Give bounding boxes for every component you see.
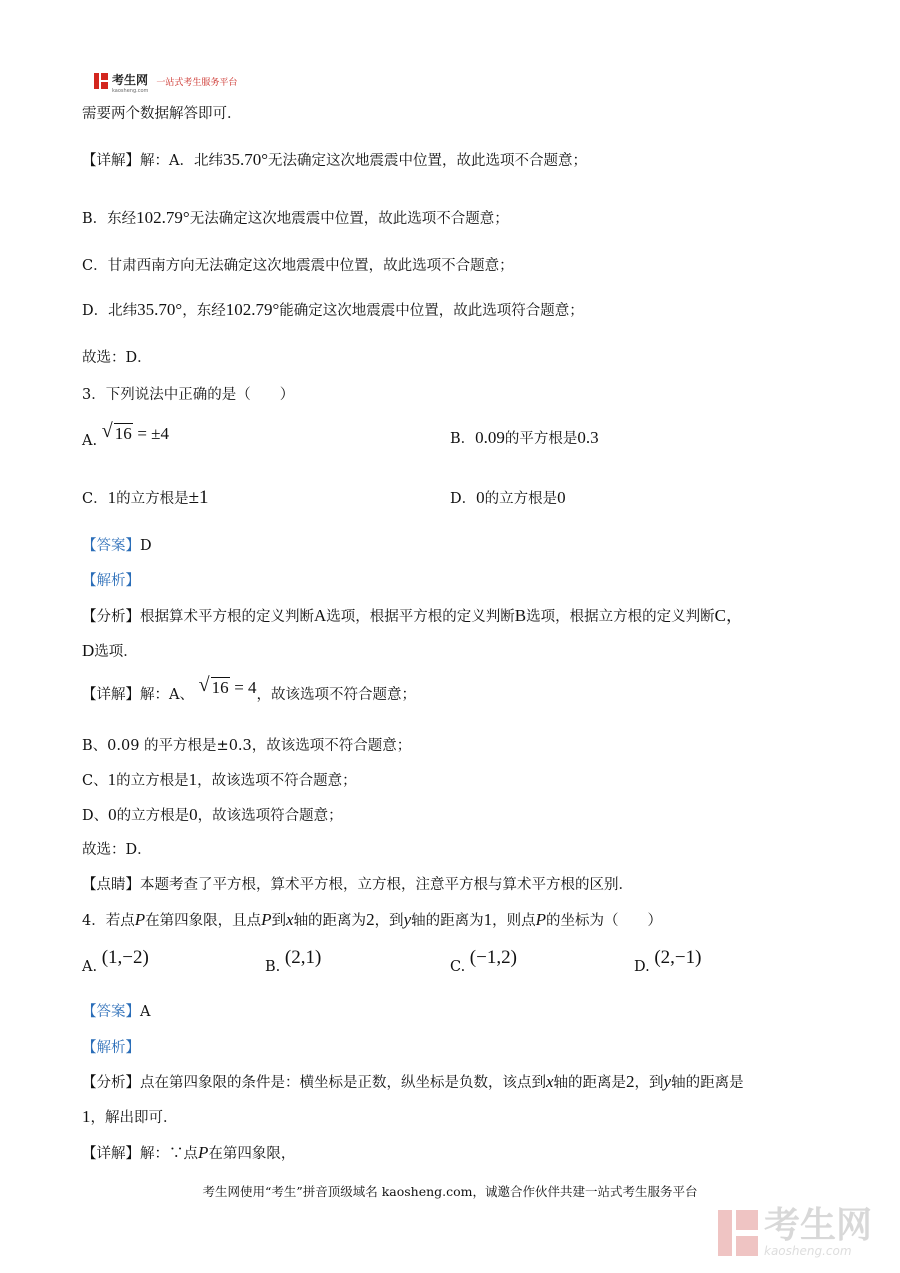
watermark-sub: kaosheng.com <box>764 1244 852 1258</box>
q4-stem-1: 1 <box>483 910 493 929</box>
q4-option-c-value: (−1,2) <box>469 947 517 968</box>
q4-fenxi-p3: ，到 <box>634 1075 664 1091</box>
q3-detail-d-suffix: ，故该选项符合题意； <box>197 808 343 824</box>
radical-icon: √ <box>101 420 113 442</box>
q2-detail-b-prefix: B．东经 <box>82 211 137 227</box>
q3-option-a-rest: = ±4 <box>137 424 169 443</box>
q2-choose: 故选：D． <box>82 350 152 366</box>
q4-option-a-label: A. <box>82 959 98 975</box>
q3-detail-d-prefix: D、 <box>82 808 109 824</box>
q2-detail-b-math: 102.79° <box>136 208 190 227</box>
q4-option-b-label: B. <box>265 959 281 975</box>
q3-detail-b: B、0.09 的平方根是±0.3，故该选项不符合题意； <box>82 738 412 754</box>
watermark-logo <box>718 1205 873 1258</box>
q3-option-b-mid: 的平方根是 <box>504 431 578 447</box>
q4-fenxi-y: y <box>663 1072 672 1091</box>
q3-detail-prefix: 【详解】解：A、 <box>82 687 194 703</box>
radical-icon: √ <box>198 674 210 696</box>
q3-analysis-tag: 【解析】 <box>82 573 140 589</box>
q4-fenxi-line2 <box>82 1107 178 1128</box>
q4-fenxi-line2-rest: ，解出即可． <box>90 1110 178 1126</box>
q3-answer-value: D <box>140 538 152 554</box>
page-footer: 考生网使用“考生”拼音顶级域名 kaosheng.com，诚邀合作伙伴共建一站式考生服务平台 <box>202 1184 698 1199</box>
q3-option-d-label: D． <box>450 491 477 507</box>
q3-option-b-math1: 0.09 <box>475 428 505 447</box>
q3-option-c-math1: 1 <box>107 488 117 507</box>
header-logo <box>94 70 237 92</box>
logo-text: 考生网 <box>112 72 149 87</box>
q3-fenxi-mid2: 选项，根据立方根的定义判断 <box>526 609 715 625</box>
q3-option-d-mid: 的立方根是 <box>484 491 558 507</box>
q3-detail-c <box>82 770 357 791</box>
q3-detail-sqrt <box>198 674 230 698</box>
q3-choose: 故选：D． <box>82 842 152 858</box>
q3-option-d-math2: 0 <box>557 488 566 507</box>
q3-option-c <box>82 488 209 509</box>
q3-option-b-math2: 0.3 <box>577 428 599 447</box>
q3-detail-c-math2: 1 <box>188 770 198 789</box>
q2-detail-c: C．甘肃西南方向无法确定这次地震震中位置，故此选项不合题意； <box>82 258 514 274</box>
q3-option-b <box>450 428 599 449</box>
q3-option-a <box>82 420 169 449</box>
watermark-icon <box>718 1210 758 1256</box>
logo-slogan: 一站式考生服务平台 <box>156 77 238 88</box>
q4-stem-p2: 在第四象限，且点 <box>145 913 262 929</box>
q3-detail-d-math1: 0 <box>108 805 117 824</box>
q4-detail-p1: 【详解】解：∵点 <box>82 1146 198 1162</box>
q3-stem: 3．下列说法中正确的是（ ） <box>82 387 295 403</box>
q3-detail-radicand: 16 <box>211 678 229 697</box>
q4-option-b <box>265 947 322 975</box>
q4-analysis-tag: 【解析】 <box>82 1040 140 1056</box>
q4-stem-p3: 到 <box>271 913 287 929</box>
q3-dianjing: 【点睛】本题考查了平方根，算术平方根，立方根，注意平方根与算术平方根的区别． <box>82 877 633 893</box>
q3-fenxi-a: A <box>314 606 327 625</box>
q3-option-b-label: B． <box>450 431 476 447</box>
q3-option-c-mid: 的立方根是 <box>116 491 189 507</box>
q4-detail-P: P <box>198 1143 209 1162</box>
q4-stem-P2: P <box>261 910 272 929</box>
q4-fenxi-x: x <box>546 1072 554 1091</box>
q3-fenxi-prefix: 【分析】根据算术平方根的定义判断 <box>82 609 314 625</box>
q4-answer-tag: 【答案】 <box>82 1004 140 1020</box>
q2-detail-d-math2: 102.79° <box>225 300 280 319</box>
q2-detail-b-suffix: 无法确定这次地震震中位置，故此选项不合题意； <box>189 211 509 227</box>
q3-fenxi-mid1: 选项，根据平方根的定义判断 <box>326 609 515 625</box>
q3-option-a-radicand: 16 <box>114 424 132 443</box>
watermark-text: 考生网 <box>764 1205 873 1246</box>
q2-detail-d-math1: 35.70° <box>137 300 183 319</box>
q4-stem <box>82 910 662 931</box>
q4-stem-p1: 4．若点 <box>82 913 135 929</box>
q4-option-b-value: (2,1) <box>284 947 322 968</box>
q4-answer <box>82 1002 150 1022</box>
q4-stem-p5: ，到 <box>374 913 404 929</box>
q3-fenxi-b: B <box>514 606 527 625</box>
q4-answer-value: A <box>140 1004 151 1020</box>
q4-option-a-value: (1,−2) <box>101 947 149 968</box>
q4-option-c-label: C. <box>450 959 466 975</box>
q4-option-d-label: D. <box>634 959 650 975</box>
q4-option-c <box>450 947 517 975</box>
q4-fenxi-line2-1: 1 <box>82 1107 91 1126</box>
q4-fenxi-p2: 轴的距离是 <box>553 1075 627 1091</box>
q4-stem-x: x <box>286 910 294 929</box>
q3-detail-suffix: ，故该选项不符合题意； <box>256 687 417 703</box>
q3-option-d <box>450 488 566 509</box>
q3-fenxi-line2-rest: 选项． <box>94 644 138 660</box>
logo-sub: kaosheng.com <box>112 87 149 94</box>
q3-detail-a <box>82 674 417 705</box>
q4-stem-P3: P <box>535 910 546 929</box>
q3-fenxi-d: D <box>82 641 95 660</box>
q3-fenxi-c: C， <box>714 606 743 625</box>
q3-option-a-label: A. <box>82 433 98 449</box>
q4-detail-p2: 在第四象限， <box>208 1146 296 1162</box>
q3-detail-d <box>82 805 343 826</box>
q2-detail-a-suffix: 无法确定这次地震震中位置，故此选项不合题意； <box>268 153 588 169</box>
q3-detail-c-prefix: C、 <box>82 773 108 789</box>
q3-fenxi-line2 <box>82 641 138 662</box>
q4-option-d <box>634 947 702 975</box>
q3-option-d-math1: 0 <box>476 488 485 507</box>
q4-stem-p4: 轴的距离为 <box>293 913 367 929</box>
q4-option-a <box>82 947 149 975</box>
logo-icon <box>94 73 108 89</box>
q4-option-d-value: (2,−1) <box>654 947 702 968</box>
q2-detail-a <box>82 150 587 171</box>
q2-detail-a-math: 35.70° <box>222 150 269 169</box>
q3-fenxi-line1 <box>82 606 743 627</box>
q4-stem-2: 2 <box>366 910 375 929</box>
q4-stem-p7: ，则点 <box>492 913 536 929</box>
q4-stem-P1: P <box>134 910 146 929</box>
q3-option-c-label: C． <box>82 491 108 507</box>
q3-detail-rest-math: = 4 <box>234 678 257 697</box>
q3-detail-d-mid: 的立方根是 <box>116 808 190 824</box>
q2-detail-d-mid: ，东经 <box>182 303 226 319</box>
q3-detail-c-math1: 1 <box>107 770 117 789</box>
q4-fenxi-p4: 轴的距离是 <box>671 1075 744 1091</box>
q3-detail-d-math2: 0 <box>189 805 198 824</box>
q2-detail-d-suffix: 能确定这次地震震中位置，故此选项符合题意； <box>279 303 584 319</box>
q4-stem-p8: 的坐标为（ ） <box>546 913 662 929</box>
q2-detail-b <box>82 208 509 229</box>
q3-answer-tag: 【答案】 <box>82 538 140 554</box>
q2-detail-d <box>82 300 584 321</box>
q2-intro: 需要两个数据解答即可． <box>82 106 242 122</box>
q2-detail-d-prefix: D．北纬 <box>82 303 138 319</box>
q3-detail-c-mid: 的立方根是 <box>116 773 189 789</box>
q4-stem-y: y <box>403 910 412 929</box>
q2-detail-a-prefix: 【详解】解：A．北纬 <box>82 153 223 169</box>
q3-detail-c-suffix: ，故该选项不符合题意； <box>197 773 357 789</box>
q4-detail <box>82 1143 295 1164</box>
q4-fenxi-2: 2 <box>626 1072 635 1091</box>
q3-option-c-math2: ±1 <box>188 487 209 508</box>
q4-fenxi-line1 <box>82 1072 744 1093</box>
q4-fenxi-p1: 【分析】点在第四象限的条件是：横坐标是正数，纵坐标是负数，该点到 <box>82 1075 546 1091</box>
q3-answer <box>82 536 152 556</box>
q3-option-a-sqrt <box>101 420 133 444</box>
q4-stem-p6: 轴的距离为 <box>411 913 484 929</box>
